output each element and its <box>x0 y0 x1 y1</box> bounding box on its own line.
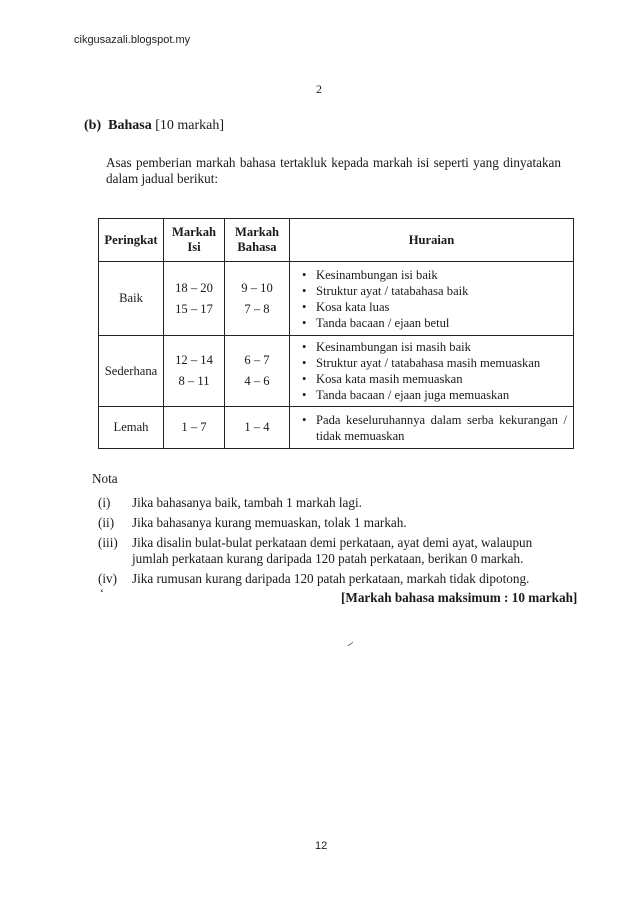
note-key: (iii) <box>98 535 118 550</box>
huraian-item: • Kosa kata luas <box>302 299 567 315</box>
bahasa-range: 6 – 7 <box>244 353 270 367</box>
bahasa-range-cell <box>225 407 290 449</box>
section-heading <box>84 118 224 134</box>
site-url: cikgusazali.blogspot.my <box>74 34 191 46</box>
note-key: (iv) <box>98 571 118 586</box>
table-header-row <box>99 219 574 262</box>
header-markah-bahasa <box>225 219 290 262</box>
header-isi-line2: Isi <box>187 240 201 254</box>
section-title: Bahasa <box>108 118 152 133</box>
huraian-item: • Struktur ayat / tatabahasa masih memuaskan <box>302 355 567 371</box>
note-item <box>98 495 568 511</box>
isi-range: 8 – 11 <box>178 374 210 388</box>
note-item <box>98 571 568 587</box>
isi-range-cell <box>164 336 225 407</box>
page-number-bottom: 12 <box>315 840 328 852</box>
notes-list <box>98 495 568 591</box>
huraian-cell <box>290 407 574 449</box>
huraian-item: • Kesinambungan isi baik <box>302 267 567 283</box>
bahasa-range: 1 – 4 <box>244 420 270 434</box>
level-cell: Sederhana <box>99 336 164 407</box>
section-label: (b) <box>84 118 102 133</box>
note-item <box>98 515 568 531</box>
level-cell: Baik <box>99 262 164 336</box>
header-huraian: Huraian <box>290 219 574 262</box>
level-cell: Lemah <box>99 407 164 449</box>
huraian-cell <box>290 262 574 336</box>
bahasa-range-cell <box>225 336 290 407</box>
huraian-item: • Tanda bacaan / ejaan juga memuaskan <box>302 387 567 403</box>
note-text: Jika rumusan kurang daripada 120 patah perkataan, markah tidak dipotong. <box>132 571 530 586</box>
note-item <box>98 535 568 567</box>
bahasa-range: 9 – 10 <box>241 280 273 295</box>
bahasa-range: 7 – 8 <box>244 301 270 316</box>
isi-range-cell <box>164 262 225 336</box>
table-row <box>99 407 574 449</box>
stray-mark: – <box>343 635 357 651</box>
header-isi-line1: Markah <box>171 225 217 239</box>
isi-range: 1 – 7 <box>181 420 207 434</box>
note-text: Jika bahasanya baik, tambah 1 markah lagi. <box>132 495 362 510</box>
bahasa-range-cell <box>225 262 290 336</box>
header-bahasa-line1: Markah <box>234 225 280 239</box>
huraian-item: • Struktur ayat / tatabahasa baik <box>302 283 567 299</box>
isi-range: 18 – 20 <box>175 280 213 295</box>
note-text: Jika bahasanya kurang memuaskan, tolak 1 markah. <box>132 515 407 530</box>
huraian-item: • Tanda bacaan / ejaan betul <box>302 315 567 331</box>
isi-range-cell <box>164 407 225 449</box>
note-key: (i) <box>98 495 111 510</box>
nota-title: Nota <box>92 471 118 486</box>
table-row <box>99 262 574 336</box>
huraian-cell <box>290 336 574 407</box>
intro-paragraph: Asas pemberian markah bahasa tertakluk kepada markah isi seperti yang dinyatakan dalam jadual berikut: <box>106 155 561 186</box>
header-markah-isi <box>164 219 225 262</box>
marking-table <box>98 218 574 449</box>
huraian-item: • Kesinambungan isi masih baik <box>302 339 567 355</box>
max-marks: [Markah bahasa maksimum : 10 markah] <box>341 590 578 605</box>
stray-mark: ‘ <box>100 586 104 600</box>
note-text: Jika disalin bulat-bulat perkataan demi perkataan, ayat demi ayat, walaupun jumlah perkataan kurang daripada 120 patah perkataan, berikan 0 markah. <box>132 535 533 566</box>
bahasa-range: 4 – 6 <box>244 374 270 388</box>
note-key: (ii) <box>98 515 115 530</box>
header-peringkat: Peringkat <box>99 219 164 262</box>
huraian-item: • Pada keseluruhannya dalam serba kekurangan / tidak memuaskan <box>302 412 567 444</box>
page-number-top: 2 <box>316 82 322 96</box>
header-bahasa-line2: Bahasa <box>237 240 277 254</box>
isi-range: 15 – 17 <box>175 301 213 316</box>
section-marks: [10 markah] <box>155 118 225 133</box>
huraian-item: • Kosa kata masih memuaskan <box>302 371 567 387</box>
table-row <box>99 336 574 407</box>
isi-range: 12 – 14 <box>175 353 213 367</box>
